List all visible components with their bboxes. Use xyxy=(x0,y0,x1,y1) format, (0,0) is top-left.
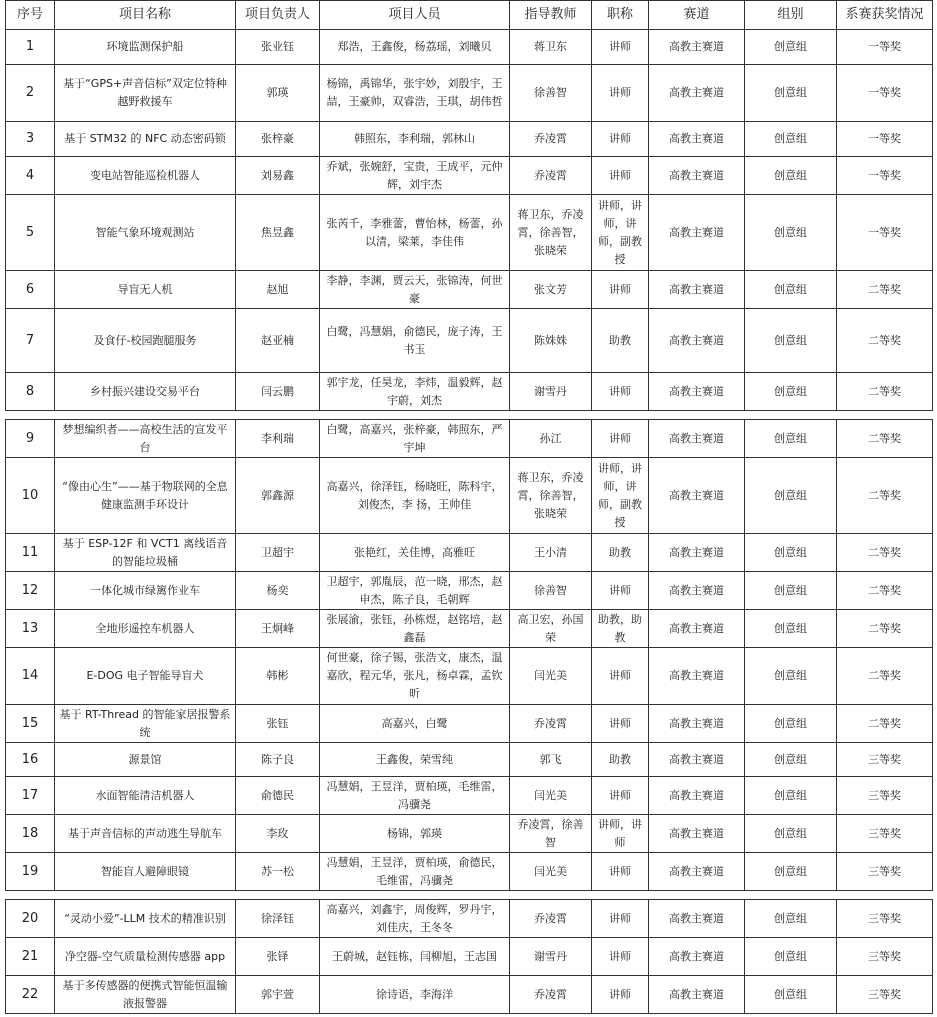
table-cell-group: 创意组 xyxy=(745,122,837,157)
table-cell-group: 创意组 xyxy=(745,976,837,1014)
table-cell-advisor: 徐善智 xyxy=(510,572,592,610)
table-row xyxy=(6,458,933,534)
table-row xyxy=(6,420,933,458)
table-row xyxy=(6,705,933,743)
table-row xyxy=(6,815,933,853)
table-cell-project-name: 全地形遥控车机器人 xyxy=(55,610,236,648)
table-cell-title: 讲师 xyxy=(592,122,649,157)
table-cell-seq: 12 xyxy=(6,572,55,610)
table-cell-advisor: 乔凌霄 xyxy=(510,122,592,157)
table-cell-members: 韩照东，李利瑞，郭林山 xyxy=(320,122,510,157)
table-cell-advisor: 王小清 xyxy=(510,534,592,572)
table-cell-title: 助教 xyxy=(592,743,649,777)
table-cell-title: 助教 xyxy=(592,309,649,373)
table-block-gap xyxy=(6,411,933,420)
table-row xyxy=(6,195,933,271)
table-cell-members: 郑浩，王鑫俊，杨荔瑶，刘曦贝 xyxy=(320,30,510,65)
table-cell-track: 高教主赛道 xyxy=(649,853,745,891)
table-cell-advisor: 郭飞 xyxy=(510,743,592,777)
table-cell-track: 高教主赛道 xyxy=(649,610,745,648)
table-cell-lead: 张梓豪 xyxy=(236,122,320,157)
table-cell-seq: 15 xyxy=(6,705,55,743)
table-cell-award: 三等奖 xyxy=(837,777,933,815)
table-cell-lead: 苏一松 xyxy=(236,853,320,891)
table-cell-group: 创意组 xyxy=(745,65,837,122)
table-cell-track: 高教主赛道 xyxy=(649,157,745,195)
header-seq: 序号 xyxy=(6,1,55,30)
table-cell-advisor: 谢雪丹 xyxy=(510,938,592,976)
table-cell-award: 二等奖 xyxy=(837,420,933,458)
table-cell-advisor: 乔凌霄 xyxy=(510,157,592,195)
table-cell-seq: 9 xyxy=(6,420,55,458)
table-cell-seq: 17 xyxy=(6,777,55,815)
table-cell-project-name: 及食仔-校园跑腿服务 xyxy=(55,309,236,373)
header-project-lead: 项目负责人 xyxy=(236,1,320,30)
table-cell-title: 讲师 xyxy=(592,853,649,891)
table-cell-members: 白鹭，冯慧娟，俞德民，庞子涛，王书玉 xyxy=(320,309,510,373)
table-cell-track: 高教主赛道 xyxy=(649,900,745,938)
table-cell-award: 三等奖 xyxy=(837,853,933,891)
table-row xyxy=(6,743,933,777)
table-row xyxy=(6,853,933,891)
table-cell-group: 创意组 xyxy=(745,309,837,373)
table-cell-track: 高教主赛道 xyxy=(649,976,745,1014)
header-row xyxy=(6,1,933,30)
table-cell-project-name: 变电站智能巡检机器人 xyxy=(55,157,236,195)
table-cell-seq: 7 xyxy=(6,309,55,373)
table-cell-members: 卫超宇，郭胤辰，范一晓，邢杰，赵申杰，陈子良，毛朝辉 xyxy=(320,572,510,610)
table-cell-award: 一等奖 xyxy=(837,122,933,157)
table-cell-group: 创意组 xyxy=(745,458,837,534)
table-cell-title: 讲师 xyxy=(592,373,649,411)
table-cell-members: 徐诗语，李海洋 xyxy=(320,976,510,1014)
table-cell-seq: 6 xyxy=(6,271,55,309)
table-cell-title: 讲师 xyxy=(592,976,649,1014)
table-cell-lead: 张业钰 xyxy=(236,30,320,65)
table-cell-group: 创意组 xyxy=(745,853,837,891)
table-cell-seq: 3 xyxy=(6,122,55,157)
table-cell-advisor: 蒋卫东 xyxy=(510,30,592,65)
table-cell-award: 一等奖 xyxy=(837,65,933,122)
table-cell-group: 创意组 xyxy=(745,743,837,777)
table-cell-members: 张艳红，关佳博，高雅旺 xyxy=(320,534,510,572)
table-cell-title: 讲师 xyxy=(592,648,649,705)
table-cell-title: 讲师 xyxy=(592,420,649,458)
table-cell-track: 高教主赛道 xyxy=(649,572,745,610)
header-members: 项目人员 xyxy=(320,1,510,30)
table-cell-award: 二等奖 xyxy=(837,610,933,648)
table-cell-advisor: 孙江 xyxy=(510,420,592,458)
table-cell-lead: 张钰 xyxy=(236,705,320,743)
table-cell-advisor: 高卫宏，孙国荣 xyxy=(510,610,592,648)
table-cell-award: 二等奖 xyxy=(837,458,933,534)
table-cell-lead: 李玫 xyxy=(236,815,320,853)
table-cell-lead: 闫云鹏 xyxy=(236,373,320,411)
table-cell-members: 冯慧娟，王昱洋，贾柏瑛，毛维雷，冯骥尧 xyxy=(320,777,510,815)
table-cell-track: 高教主赛道 xyxy=(649,648,745,705)
table-cell-group: 创意组 xyxy=(745,420,837,458)
table-cell-advisor: 乔凌霄，徐善智 xyxy=(510,815,592,853)
table-cell-title: 讲师 xyxy=(592,938,649,976)
table-cell-advisor: 闫光美 xyxy=(510,648,592,705)
table-cell-advisor: 蒋卫东，乔凌霄，徐善智，张晓荣 xyxy=(510,458,592,534)
table-cell-award: 三等奖 xyxy=(837,938,933,976)
table-cell-lead: 李利瑞 xyxy=(236,420,320,458)
table-row xyxy=(6,610,933,648)
table-cell-members: 高嘉兴，白鹭 xyxy=(320,705,510,743)
table-cell-group: 创意组 xyxy=(745,534,837,572)
table-row xyxy=(6,157,933,195)
table-cell-group: 创意组 xyxy=(745,271,837,309)
table-row xyxy=(6,976,933,1014)
table-cell-group: 创意组 xyxy=(745,815,837,853)
table-cell-project-name: 净空器-空气质量检测传感器 app xyxy=(55,938,236,976)
table-cell-title: 讲师 xyxy=(592,157,649,195)
table-cell-members: 张展渝，张钰，孙栋煜，赵铭培，赵鑫磊 xyxy=(320,610,510,648)
table-cell-project-name: 基于声音信标的声动逃生导航车 xyxy=(55,815,236,853)
table-cell-seq: 22 xyxy=(6,976,55,1014)
table-cell-award: 二等奖 xyxy=(837,373,933,411)
table-cell-group: 创意组 xyxy=(745,938,837,976)
table-cell-lead: 王炯峰 xyxy=(236,610,320,648)
table-cell-title: 讲师 xyxy=(592,705,649,743)
table-cell-title: 讲师 xyxy=(592,777,649,815)
table-cell-advisor: 张文芳 xyxy=(510,271,592,309)
table-cell-group: 创意组 xyxy=(745,648,837,705)
table-cell-award: 二等奖 xyxy=(837,534,933,572)
table-cell-project-name: 梦想编织者——高校生活的宣发平台 xyxy=(55,420,236,458)
table-cell-seq: 2 xyxy=(6,65,55,122)
table-cell-project-name: “像由心生”——基于物联网的全息健康监测手环设计 xyxy=(55,458,236,534)
header-project-name: 项目名称 xyxy=(55,1,236,30)
table-cell-track: 高教主赛道 xyxy=(649,309,745,373)
table-cell-award: 二等奖 xyxy=(837,271,933,309)
table-cell-award: 一等奖 xyxy=(837,30,933,65)
table-cell-seq: 4 xyxy=(6,157,55,195)
table-cell-lead: 徐泽钰 xyxy=(236,900,320,938)
table-cell-seq: 18 xyxy=(6,815,55,853)
table-cell-project-name: 水面智能清洁机器人 xyxy=(55,777,236,815)
table-cell-lead: 刘易鑫 xyxy=(236,157,320,195)
table-body xyxy=(6,30,933,1014)
table-cell-track: 高教主赛道 xyxy=(649,271,745,309)
table-cell-award: 一等奖 xyxy=(837,157,933,195)
table-cell-project-name: 一体化城市绿篱作业车 xyxy=(55,572,236,610)
table-row xyxy=(6,122,933,157)
table-row xyxy=(6,648,933,705)
table-cell-title: 讲师 xyxy=(592,65,649,122)
table-row xyxy=(6,938,933,976)
table-cell-award: 三等奖 xyxy=(837,900,933,938)
table-cell-advisor: 闫光美 xyxy=(510,853,592,891)
table-cell-seq: 11 xyxy=(6,534,55,572)
table-cell-title: 讲师 xyxy=(592,900,649,938)
table-cell-group: 创意组 xyxy=(745,195,837,271)
table-cell-track: 高教主赛道 xyxy=(649,122,745,157)
header-title: 职称 xyxy=(592,1,649,30)
table-cell-title: 讲师，讲师，讲师，副教授 xyxy=(592,195,649,271)
table-row xyxy=(6,572,933,610)
table-cell-project-name: 智能盲人避障眼镜 xyxy=(55,853,236,891)
table-cell-seq: 14 xyxy=(6,648,55,705)
table-cell-members: 杨锦，郭瑛 xyxy=(320,815,510,853)
header-award: 系赛获奖情况 xyxy=(837,1,933,30)
table-cell-group: 创意组 xyxy=(745,777,837,815)
table-cell-advisor: 徐善智 xyxy=(510,65,592,122)
table-cell-members: 郭宇龙，任昊龙，李炜，温毅辉，赵宇蔚，刘杰 xyxy=(320,373,510,411)
table-cell-members: 张芮千，李雅蕾，曹怡林，杨蕾，孙以清，梁莱，李佳伟 xyxy=(320,195,510,271)
table-cell-members: 白鹭，高嘉兴，张梓豪，韩照东，严宇坤 xyxy=(320,420,510,458)
table-cell-project-name: 基于 RT-Thread 的智能家居报警系统 xyxy=(55,705,236,743)
table-cell-seq: 10 xyxy=(6,458,55,534)
table-cell-lead: 杨奕 xyxy=(236,572,320,610)
table-cell-members: 高嘉兴，刘鑫宇，周俊辉，罗丹宇，刘佳庆，王冬冬 xyxy=(320,900,510,938)
table-cell-title: 讲师 xyxy=(592,30,649,65)
table-cell-seq: 19 xyxy=(6,853,55,891)
table-cell-award: 二等奖 xyxy=(837,309,933,373)
table-cell-lead: 郭瑛 xyxy=(236,65,320,122)
table-cell-seq: 20 xyxy=(6,900,55,938)
header-group: 组别 xyxy=(745,1,837,30)
table-cell-advisor: 谢雪丹 xyxy=(510,373,592,411)
table-cell-lead: 焦昱鑫 xyxy=(236,195,320,271)
table-cell-track: 高教主赛道 xyxy=(649,743,745,777)
table-cell-award: 二等奖 xyxy=(837,572,933,610)
table-cell-group: 创意组 xyxy=(745,572,837,610)
table-cell-members: 乔斌，张婉舒，宝贵，王成平，元仲辉，刘宇杰 xyxy=(320,157,510,195)
gap-cell xyxy=(6,891,933,900)
table-row xyxy=(6,777,933,815)
table-cell-award: 二等奖 xyxy=(837,648,933,705)
table-cell-lead: 张铎 xyxy=(236,938,320,976)
table-cell-members: 高嘉兴，徐泽钰，杨晓旺，陈科宇，刘俊杰，李 扬，王帅佳 xyxy=(320,458,510,534)
table-cell-award: 三等奖 xyxy=(837,976,933,1014)
table-cell-project-name: 源景馆 xyxy=(55,743,236,777)
table-cell-award: 二等奖 xyxy=(837,705,933,743)
table-row xyxy=(6,30,933,65)
header-track: 赛道 xyxy=(649,1,745,30)
table-cell-group: 创意组 xyxy=(745,30,837,65)
table-cell-track: 高教主赛道 xyxy=(649,420,745,458)
table-cell-group: 创意组 xyxy=(745,705,837,743)
table-row xyxy=(6,900,933,938)
table-cell-advisor: 蒋卫东，乔凌霄，徐善智，张晓荣 xyxy=(510,195,592,271)
awards-table-sheet xyxy=(5,0,932,1014)
table-cell-seq: 21 xyxy=(6,938,55,976)
table-row xyxy=(6,534,933,572)
table-cell-track: 高教主赛道 xyxy=(649,458,745,534)
table-cell-advisor: 乔凌霄 xyxy=(510,976,592,1014)
table-cell-members: 李静，李渊，贾云天，张锦涛，何世豪 xyxy=(320,271,510,309)
table-cell-members: 杨锦，禹锦华，张宇妙，刘殷宇，王喆，王豪帅，双睿浩，王琪，胡伟哲 xyxy=(320,65,510,122)
table-cell-award: 三等奖 xyxy=(837,815,933,853)
table-cell-members: 冯慧娟，王昱洋，贾柏瑛，俞德民，毛维雷，冯骥尧 xyxy=(320,853,510,891)
table-row xyxy=(6,271,933,309)
table-cell-lead: 俞德民 xyxy=(236,777,320,815)
table-row xyxy=(6,309,933,373)
table-cell-project-name: 基于 ESP-12F 和 VCT1 离线语音的智能垃圾桶 xyxy=(55,534,236,572)
table-cell-lead: 韩彬 xyxy=(236,648,320,705)
table-cell-lead: 郭宇萱 xyxy=(236,976,320,1014)
table-cell-project-name: “灵动小爱”-LLM 技术的精准识别 xyxy=(55,900,236,938)
table-cell-track: 高教主赛道 xyxy=(649,777,745,815)
table-cell-members: 王鑫俊，荣雪纯 xyxy=(320,743,510,777)
table-cell-seq: 16 xyxy=(6,743,55,777)
table-cell-title: 助教 xyxy=(592,534,649,572)
table-cell-project-name: 环境监测保护船 xyxy=(55,30,236,65)
table-cell-group: 创意组 xyxy=(745,157,837,195)
table-cell-title: 讲师，讲师，讲师，副教授 xyxy=(592,458,649,534)
table-row xyxy=(6,373,933,411)
table-cell-lead: 赵旭 xyxy=(236,271,320,309)
table-cell-group: 创意组 xyxy=(745,610,837,648)
table-cell-advisor: 陈姝姝 xyxy=(510,309,592,373)
table-cell-lead: 赵亚楠 xyxy=(236,309,320,373)
table-cell-track: 高教主赛道 xyxy=(649,30,745,65)
table-cell-advisor: 乔凌霄 xyxy=(510,900,592,938)
table-cell-project-name: 智能气象环境观测站 xyxy=(55,195,236,271)
table-cell-seq: 5 xyxy=(6,195,55,271)
table-cell-track: 高教主赛道 xyxy=(649,938,745,976)
table-cell-award: 一等奖 xyxy=(837,195,933,271)
table-cell-lead: 郭鑫源 xyxy=(236,458,320,534)
table-block-gap xyxy=(6,891,933,900)
table-cell-project-name: 基于“GPS+声音信标”双定位特种越野救援车 xyxy=(55,65,236,122)
table-cell-track: 高教主赛道 xyxy=(649,373,745,411)
table-cell-track: 高教主赛道 xyxy=(649,65,745,122)
table-cell-project-name: 乡村振兴建设交易平台 xyxy=(55,373,236,411)
table-cell-project-name: 基于多传感器的便携式智能恒温输液报警器 xyxy=(55,976,236,1014)
table-cell-lead: 陈子良 xyxy=(236,743,320,777)
table-cell-members: 王蔚城，赵钰栋，闫柳旭，王志国 xyxy=(320,938,510,976)
table-cell-project-name: 基于 STM32 的 NFC 动态密码锁 xyxy=(55,122,236,157)
table-row xyxy=(6,65,933,122)
gap-cell xyxy=(6,411,933,420)
table-cell-lead: 卫超宇 xyxy=(236,534,320,572)
table-cell-seq: 13 xyxy=(6,610,55,648)
table-cell-group: 创意组 xyxy=(745,373,837,411)
table-cell-group: 创意组 xyxy=(745,900,837,938)
table-cell-title: 讲师 xyxy=(592,572,649,610)
table-cell-track: 高教主赛道 xyxy=(649,195,745,271)
table-cell-track: 高教主赛道 xyxy=(649,705,745,743)
table-cell-track: 高教主赛道 xyxy=(649,815,745,853)
table-cell-advisor: 乔凌霄 xyxy=(510,705,592,743)
table-cell-project-name: 导盲无人机 xyxy=(55,271,236,309)
header-advisor: 指导教师 xyxy=(510,1,592,30)
table-cell-track: 高教主赛道 xyxy=(649,534,745,572)
table-cell-seq: 1 xyxy=(6,30,55,65)
table-cell-project-name: E-DOG 电子智能导盲犬 xyxy=(55,648,236,705)
table-cell-title: 讲师 xyxy=(592,271,649,309)
table-cell-title: 助教，助教 xyxy=(592,610,649,648)
table-cell-members: 何世豪，徐子锡，张浩文，康杰，温嘉欣，程元华，张凡，杨卓霖，孟钦昕 xyxy=(320,648,510,705)
table-cell-advisor: 闫光美 xyxy=(510,777,592,815)
table-cell-title: 讲师，讲师 xyxy=(592,815,649,853)
awards-table xyxy=(5,0,933,1014)
table-cell-seq: 8 xyxy=(6,373,55,411)
table-cell-award: 三等奖 xyxy=(837,743,933,777)
